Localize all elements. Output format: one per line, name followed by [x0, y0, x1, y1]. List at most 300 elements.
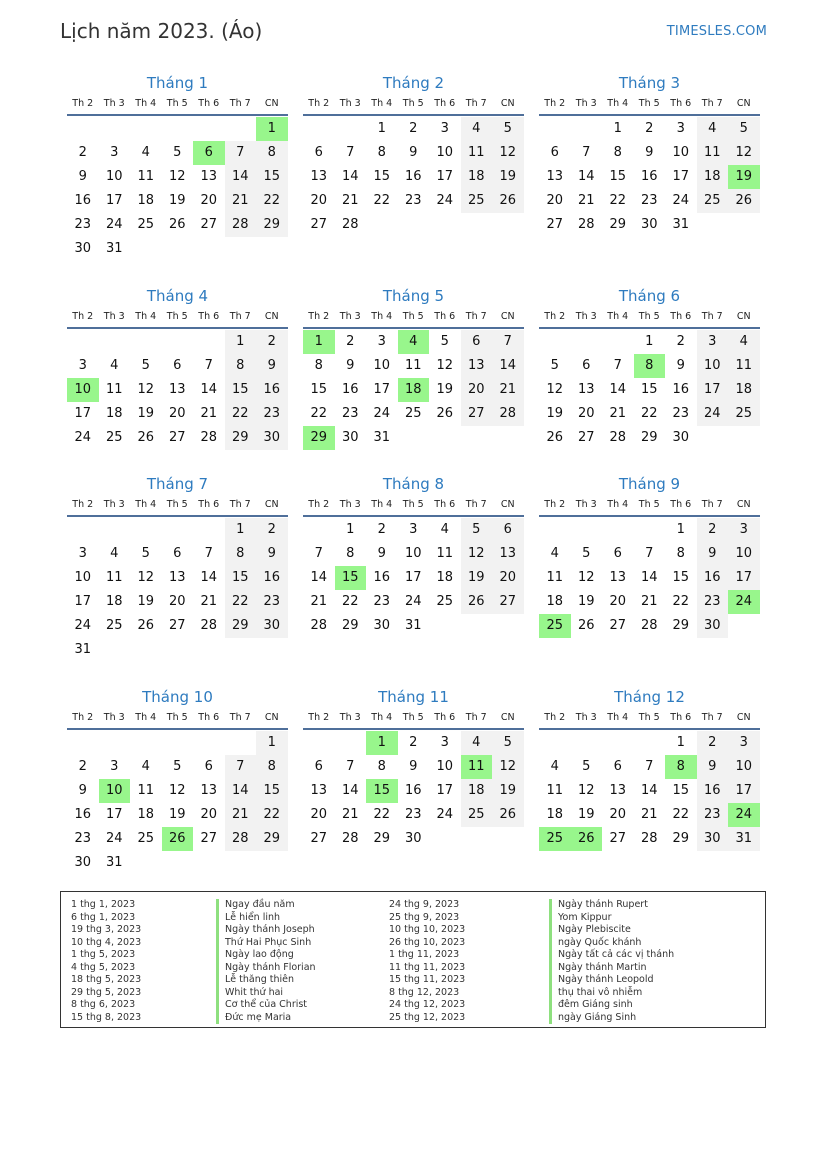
weekday-label: Th 6	[198, 311, 220, 322]
weekday-label: Th 7	[465, 311, 487, 322]
day-cell: 8	[613, 145, 622, 160]
day-cell: 2	[377, 522, 386, 537]
weekday-header	[539, 307, 760, 329]
weekday-label: Th 3	[103, 311, 125, 322]
day-cell: 23	[74, 217, 92, 232]
weekday-label: Th 7	[701, 98, 723, 109]
month-4	[67, 285, 288, 450]
day-cell: 4	[697, 117, 729, 141]
day-cell: 6	[613, 546, 622, 561]
day-cell: 24	[436, 807, 454, 822]
empty-cell	[571, 117, 603, 141]
day-cell: 5	[141, 358, 150, 373]
empty-cell	[130, 237, 162, 261]
weekday-label: Th 2	[308, 499, 330, 510]
weekday-label: CN	[736, 311, 751, 322]
day-cell: 6	[193, 141, 225, 165]
day-cell: 1	[346, 522, 355, 537]
holiday-date: 29 thg 5, 2023	[71, 986, 142, 998]
day-cell: 21	[310, 594, 328, 609]
day-cell: 29	[303, 426, 335, 450]
weekday-label: Th 4	[135, 712, 157, 723]
day-cell: 30	[256, 614, 288, 638]
month-8	[303, 473, 524, 638]
weekday-label: CN	[500, 311, 515, 322]
empty-cell	[539, 731, 571, 755]
day-cell: 31	[728, 827, 760, 851]
day-cell: 27	[200, 831, 218, 846]
day-cell: 22	[225, 590, 257, 614]
day-cell: 4	[110, 546, 119, 561]
day-cell: 13	[461, 354, 493, 378]
day-cell: 16	[74, 807, 92, 822]
day-cell: 8	[256, 755, 288, 779]
holiday-name: Whit thứ hai	[216, 987, 316, 1000]
day-cell: 26	[137, 618, 155, 633]
empty-cell	[303, 731, 335, 755]
weekday-label: Th 5	[638, 98, 660, 109]
day-cell: 2	[409, 735, 418, 750]
empty-cell	[162, 851, 194, 875]
day-cell: 28	[200, 430, 218, 445]
weekday-label: Th 6	[670, 98, 692, 109]
day-cell: 28	[492, 402, 524, 426]
month-title: Tháng 9	[618, 475, 681, 493]
holiday-legend	[60, 891, 766, 1028]
empty-cell	[193, 117, 225, 141]
empty-cell	[728, 426, 760, 450]
day-cell: 15	[225, 378, 257, 402]
site-link[interactable]: TIMESLES.COM	[666, 24, 767, 39]
weekday-label: Th 3	[103, 98, 125, 109]
weekday-label: CN	[736, 98, 751, 109]
weekday-label: Th 2	[72, 98, 94, 109]
day-cell: 26	[168, 217, 186, 232]
day-cell: 21	[609, 406, 627, 421]
day-cell: 11	[105, 570, 123, 585]
day-cell: 1	[676, 522, 685, 537]
holiday-date: 1 thg 11, 2023	[389, 949, 460, 960]
empty-cell	[99, 638, 131, 662]
month-title: Tháng 10	[142, 688, 213, 706]
day-cell: 23	[697, 590, 729, 614]
day-cell: 28	[200, 618, 218, 633]
day-cell: 25	[105, 430, 123, 445]
day-grid	[539, 330, 760, 450]
day-cell: 10	[373, 358, 391, 373]
day-cell: 19	[546, 406, 564, 421]
month-title: Tháng 3	[618, 74, 681, 92]
weekday-label: Th 4	[135, 98, 157, 109]
weekday-label: Th 7	[229, 98, 251, 109]
day-cell: 30	[74, 241, 92, 256]
weekday-header	[539, 495, 760, 517]
holiday-date: 24 thg 12, 2023	[389, 999, 466, 1010]
weekday-label: Th 5	[402, 311, 424, 322]
day-cell: 22	[373, 193, 391, 208]
day-cell: 12	[168, 783, 186, 798]
month-title: Tháng 2	[382, 74, 445, 92]
day-cell: 27	[609, 618, 627, 633]
empty-cell	[99, 518, 131, 542]
day-cell: 2	[645, 121, 654, 136]
empty-cell	[193, 731, 225, 755]
day-cell: 1	[225, 518, 257, 542]
weekday-label: Th 4	[607, 499, 629, 510]
weekday-label: CN	[500, 98, 515, 109]
day-cell: 24	[74, 430, 92, 445]
day-cell: 16	[640, 169, 658, 184]
day-cell: 18	[137, 193, 155, 208]
weekday-label: CN	[500, 499, 515, 510]
day-cell: 5	[492, 731, 524, 755]
day-cell: 30	[697, 827, 729, 851]
day-cell: 12	[546, 382, 564, 397]
empty-cell	[492, 213, 524, 237]
day-cell: 27	[168, 618, 186, 633]
day-cell: 20	[200, 807, 218, 822]
day-cell: 10	[672, 145, 690, 160]
month-title: Tháng 1	[146, 74, 209, 92]
day-cell: 1	[676, 735, 685, 750]
empty-cell	[461, 827, 493, 851]
weekday-label: Th 5	[402, 499, 424, 510]
day-cell: 10	[436, 145, 454, 160]
day-cell: 9	[409, 145, 418, 160]
empty-cell	[130, 117, 162, 141]
day-cell: 28	[640, 618, 658, 633]
weekday-label: Th 3	[103, 712, 125, 723]
day-cell: 10	[728, 542, 760, 566]
empty-cell	[67, 117, 99, 141]
weekday-label: Th 6	[434, 712, 456, 723]
day-cell: 4	[728, 330, 760, 354]
empty-cell	[193, 518, 225, 542]
holiday-name: Ngày thánh Martin	[549, 962, 674, 975]
day-cell: 16	[341, 382, 359, 397]
day-cell: 28	[577, 217, 595, 232]
weekday-label: Th 2	[544, 98, 566, 109]
day-cell: 2	[256, 518, 288, 542]
day-cell: 23	[256, 402, 288, 426]
weekday-label: Th 2	[72, 311, 94, 322]
empty-cell	[130, 638, 162, 662]
holiday-name: Ngày tất cả các vị thánh	[549, 949, 674, 962]
day-cell: 2	[409, 121, 418, 136]
day-cell: 17	[697, 378, 729, 402]
day-cell: 28	[310, 618, 328, 633]
day-cell: 5	[141, 546, 150, 561]
day-grid	[303, 117, 524, 237]
day-cell: 27	[168, 430, 186, 445]
day-cell: 24	[373, 406, 391, 421]
day-cell: 27	[609, 831, 627, 846]
day-cell: 20	[492, 566, 524, 590]
day-cell: 29	[225, 614, 257, 638]
empty-cell	[398, 426, 430, 450]
day-cell: 9	[256, 542, 288, 566]
holiday-date: 25 thg 12, 2023	[389, 1011, 466, 1023]
day-cell: 23	[341, 406, 359, 421]
day-cell: 8	[634, 354, 666, 378]
empty-cell	[571, 731, 603, 755]
day-cell: 6	[461, 330, 493, 354]
day-cell: 14	[640, 783, 658, 798]
weekday-label: Th 7	[465, 98, 487, 109]
day-cell: 3	[110, 145, 119, 160]
day-cell: 3	[78, 358, 87, 373]
day-cell: 25	[436, 594, 454, 609]
day-cell: 20	[461, 378, 493, 402]
day-cell: 30	[404, 831, 422, 846]
weekday-label: Th 5	[166, 712, 188, 723]
day-cell: 22	[256, 189, 288, 213]
day-cell: 11	[728, 354, 760, 378]
weekday-label: CN	[500, 712, 515, 723]
day-cell: 30	[640, 217, 658, 232]
day-cell: 22	[672, 807, 690, 822]
empty-cell	[225, 117, 257, 141]
day-cell: 22	[609, 193, 627, 208]
day-cell: 6	[613, 759, 622, 774]
day-cell: 20	[546, 193, 564, 208]
month-10	[67, 686, 288, 875]
weekday-label: Th 5	[166, 311, 188, 322]
weekday-label: Th 4	[135, 311, 157, 322]
day-cell: 15	[672, 570, 690, 585]
day-cell: 8	[225, 354, 257, 378]
day-cell: 11	[461, 141, 493, 165]
day-cell: 26	[137, 430, 155, 445]
day-cell: 8	[314, 358, 323, 373]
weekday-label: Th 6	[198, 499, 220, 510]
day-cell: 27	[492, 590, 524, 614]
day-cell: 29	[672, 831, 690, 846]
holiday-name: Ngày thánh Leopold	[549, 974, 674, 987]
day-cell: 10	[728, 755, 760, 779]
day-cell: 15	[640, 382, 658, 397]
day-cell: 3	[728, 731, 760, 755]
empty-cell	[602, 518, 634, 542]
day-cell: 9	[697, 542, 729, 566]
weekday-label: Th 4	[371, 311, 393, 322]
day-cell: 9	[676, 358, 685, 373]
empty-cell	[429, 213, 461, 237]
day-cell: 17	[373, 382, 391, 397]
day-cell: 11	[137, 783, 155, 798]
weekday-label: CN	[736, 712, 751, 723]
day-cell: 17	[728, 566, 760, 590]
day-cell: 26	[492, 189, 524, 213]
day-cell: 17	[74, 594, 92, 609]
day-cell: 14	[225, 779, 257, 803]
day-cell: 6	[582, 358, 591, 373]
empty-cell	[67, 518, 99, 542]
day-cell: 14	[492, 354, 524, 378]
empty-cell	[429, 827, 461, 851]
empty-cell	[539, 330, 571, 354]
day-cell: 18	[398, 378, 430, 402]
day-cell: 29	[672, 618, 690, 633]
day-cell: 11	[105, 382, 123, 397]
day-cell: 20	[200, 193, 218, 208]
day-cell: 28	[640, 831, 658, 846]
day-cell: 21	[640, 807, 658, 822]
day-cell: 23	[404, 193, 422, 208]
day-cell: 25	[137, 831, 155, 846]
empty-cell	[162, 518, 194, 542]
month-title: Tháng 4	[146, 287, 209, 305]
empty-cell	[193, 237, 225, 261]
day-cell: 18	[436, 570, 454, 585]
day-cell: 10	[436, 759, 454, 774]
empty-cell	[303, 518, 335, 542]
weekday-label: Th 4	[371, 499, 393, 510]
empty-cell	[193, 851, 225, 875]
day-cell: 29	[225, 426, 257, 450]
day-cell: 28	[341, 217, 359, 232]
day-cell: 14	[310, 570, 328, 585]
weekday-label: Th 3	[339, 98, 361, 109]
day-cell: 24	[105, 831, 123, 846]
day-cell: 19	[492, 779, 524, 803]
day-cell: 19	[168, 193, 186, 208]
day-cell: 5	[582, 546, 591, 561]
day-cell: 13	[577, 382, 595, 397]
day-cell: 15	[256, 779, 288, 803]
day-cell: 15	[225, 566, 257, 590]
day-cell: 29	[609, 217, 627, 232]
day-cell: 19	[577, 807, 595, 822]
weekday-header	[67, 708, 288, 730]
empty-cell	[429, 426, 461, 450]
day-cell: 11	[546, 570, 564, 585]
empty-cell	[256, 237, 288, 261]
day-cell: 23	[640, 193, 658, 208]
empty-cell	[193, 638, 225, 662]
month-title: Tháng 12	[614, 688, 685, 706]
empty-cell	[398, 213, 430, 237]
day-cell: 12	[492, 141, 524, 165]
day-cell: 25	[539, 827, 571, 851]
weekday-label: Th 5	[402, 98, 424, 109]
weekday-header	[303, 708, 524, 730]
month-title: Tháng 6	[618, 287, 681, 305]
holiday-date: 15 thg 8, 2023	[71, 1011, 142, 1023]
weekday-label: Th 6	[198, 712, 220, 723]
day-cell: 21	[200, 406, 218, 421]
day-cell: 3	[728, 518, 760, 542]
day-cell: 5	[173, 145, 182, 160]
holiday-name: Ngày lao động	[216, 949, 316, 962]
day-cell: 12	[577, 570, 595, 585]
weekday-header	[303, 495, 524, 517]
empty-cell	[99, 117, 131, 141]
day-cell: 25	[137, 217, 155, 232]
empty-cell	[162, 237, 194, 261]
day-cell: 7	[346, 759, 355, 774]
day-cell: 17	[105, 807, 123, 822]
day-cell: 5	[582, 759, 591, 774]
day-cell: 17	[74, 406, 92, 421]
day-cell: 17	[404, 570, 422, 585]
holiday-name: ngày Quốc khánh	[549, 937, 674, 950]
day-cell: 29	[341, 618, 359, 633]
day-cell: 14	[341, 169, 359, 184]
day-cell: 25	[728, 402, 760, 426]
day-cell: 16	[74, 193, 92, 208]
day-cell: 30	[74, 855, 92, 870]
holiday-date: 8 thg 12, 2023	[389, 986, 460, 998]
day-cell: 16	[672, 382, 690, 397]
weekday-label: Th 5	[402, 712, 424, 723]
day-cell: 12	[137, 570, 155, 585]
weekday-label: Th 2	[544, 499, 566, 510]
day-cell: 12	[168, 169, 186, 184]
month-5	[303, 285, 524, 450]
day-cell: 14	[577, 169, 595, 184]
day-cell: 6	[314, 759, 323, 774]
empty-cell	[130, 851, 162, 875]
month-title: Tháng 11	[378, 688, 449, 706]
weekday-label: Th 5	[638, 499, 660, 510]
day-cell: 31	[105, 241, 123, 256]
weekday-label: Th 6	[670, 712, 692, 723]
weekday-label: Th 4	[607, 98, 629, 109]
day-grid	[539, 117, 760, 237]
holiday-name: Ngày Plebiscite	[549, 924, 674, 937]
day-grid	[67, 518, 288, 662]
weekday-label: CN	[264, 499, 279, 510]
empty-cell	[728, 614, 760, 638]
day-cell: 18	[105, 594, 123, 609]
empty-cell	[335, 117, 367, 141]
day-cell: 9	[697, 755, 729, 779]
day-cell: 29	[256, 213, 288, 237]
day-cell: 9	[346, 358, 355, 373]
day-cell: 6	[492, 518, 524, 542]
day-cell: 17	[672, 169, 690, 184]
day-cell: 8	[377, 145, 386, 160]
day-cell: 4	[141, 759, 150, 774]
day-cell: 3	[409, 522, 418, 537]
weekday-header	[539, 708, 760, 730]
day-cell: 18	[728, 378, 760, 402]
day-cell: 25	[105, 618, 123, 633]
holiday-name: đêm Giáng sinh	[549, 999, 674, 1012]
holiday-date: 24 thg 9, 2023	[389, 899, 460, 910]
day-cell: 6	[204, 759, 213, 774]
weekday-header	[539, 94, 760, 116]
weekday-label: CN	[264, 98, 279, 109]
day-cell: 2	[256, 330, 288, 354]
holiday-name: Yom Kippur	[549, 912, 674, 925]
day-cell: 14	[640, 570, 658, 585]
holiday-date: 18 thg 5, 2023	[71, 974, 142, 985]
weekday-label: Th 6	[434, 98, 456, 109]
day-cell: 20	[577, 406, 595, 421]
day-cell: 10	[74, 570, 92, 585]
day-cell: 1	[377, 121, 386, 136]
day-cell: 19	[577, 594, 595, 609]
day-cell: 3	[676, 121, 685, 136]
weekday-label: Th 3	[339, 712, 361, 723]
day-cell: 18	[697, 165, 729, 189]
day-cell: 24	[697, 402, 729, 426]
empty-cell	[602, 330, 634, 354]
day-cell: 18	[546, 807, 564, 822]
weekday-label: Th 7	[229, 499, 251, 510]
